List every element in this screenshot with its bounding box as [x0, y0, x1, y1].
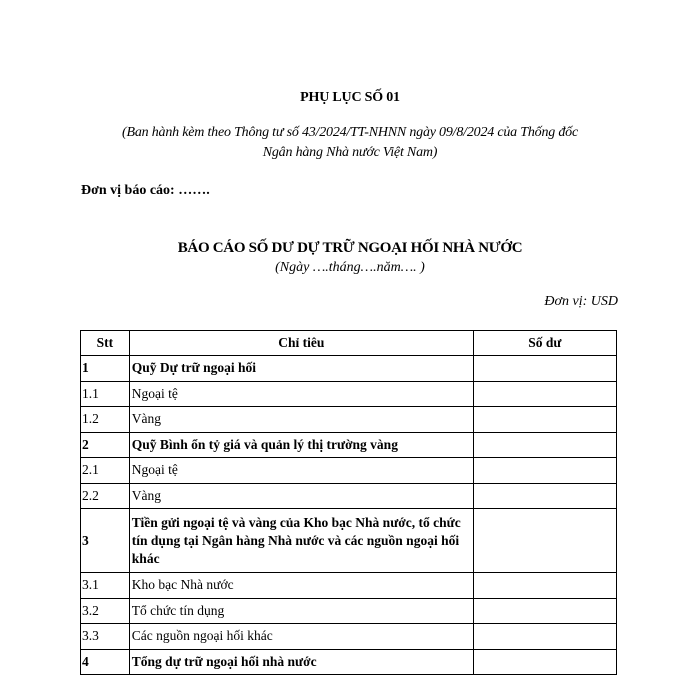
row-item: Vàng — [129, 407, 473, 433]
row-balance — [473, 483, 616, 509]
table-row — [81, 598, 617, 624]
table-header-row — [81, 331, 617, 356]
table-row — [81, 624, 617, 650]
row-stt: 4 — [81, 649, 130, 675]
row-item: Tổng dự trữ ngoại hối nhà nước — [129, 649, 473, 675]
row-stt: 2.2 — [81, 483, 130, 509]
row-stt: 2.1 — [81, 458, 130, 484]
row-balance — [473, 573, 616, 599]
row-balance — [473, 381, 616, 407]
reserve-table — [80, 330, 617, 675]
subtitle-line-1: (Ban hành kèm theo Thông tư số 43/2024/TT-NHNN ngày 09/8/2024 của Thống đốc — [122, 125, 578, 140]
row-item: Quỹ Bình ổn tỷ giá và quản lý thị trường vàng — [129, 432, 473, 458]
row-balance — [473, 598, 616, 624]
row-balance — [473, 407, 616, 433]
reporting-unit: Đơn vị báo cáo: ……. — [81, 183, 210, 198]
table-row — [81, 381, 617, 407]
row-balance — [473, 432, 616, 458]
column-header-item: Chỉ tiêu — [129, 331, 473, 356]
row-balance — [473, 509, 616, 573]
report-date: (Ngày ….tháng….năm…. ) — [275, 260, 425, 275]
row-balance — [473, 356, 616, 382]
row-stt: 1.2 — [81, 407, 130, 433]
column-header-balance: Số dư — [473, 331, 616, 356]
table-row — [81, 432, 617, 458]
column-header-stt: Stt — [81, 331, 130, 356]
row-stt: 3.2 — [81, 598, 130, 624]
report-title: BÁO CÁO SỐ DƯ DỰ TRỮ NGOẠI HỐI NHÀ NƯỚC — [177, 240, 523, 256]
table-row — [81, 649, 617, 675]
row-item: Vàng — [129, 483, 473, 509]
row-balance — [473, 458, 616, 484]
row-stt: 3.3 — [81, 624, 130, 650]
row-balance — [473, 649, 616, 675]
appendix-subtitle — [90, 123, 610, 163]
currency-unit: Đơn vị: USD — [544, 294, 618, 309]
table-row — [81, 483, 617, 509]
table-row — [81, 509, 617, 573]
table-row — [81, 407, 617, 433]
appendix-title: PHỤ LỤC SỐ 01 — [300, 90, 400, 105]
row-item: Tiền gửi ngoại tệ và vàng của Kho bạc Nhà nước, tổ chức tín dụng tại Ngân hàng Nhà nước và các nguồn ngoại hối khác — [129, 509, 473, 573]
row-stt: 2 — [81, 432, 130, 458]
row-stt: 1 — [81, 356, 130, 382]
row-item: Các nguồn ngoại hối khác — [129, 624, 473, 650]
row-stt: 3 — [81, 509, 130, 573]
table-row — [81, 356, 617, 382]
row-stt: 3.1 — [81, 573, 130, 599]
row-item: Tổ chức tín dụng — [129, 598, 473, 624]
table-row — [81, 573, 617, 599]
row-item: Ngoại tệ — [129, 381, 473, 407]
subtitle-line-2: Ngân hàng Nhà nước Việt Nam) — [262, 145, 438, 160]
row-item: Ngoại tệ — [129, 458, 473, 484]
row-balance — [473, 624, 616, 650]
table-row — [81, 458, 617, 484]
row-stt: 1.1 — [81, 381, 130, 407]
row-item: Quỹ Dự trữ ngoại hối — [129, 356, 473, 382]
row-item: Kho bạc Nhà nước — [129, 573, 473, 599]
